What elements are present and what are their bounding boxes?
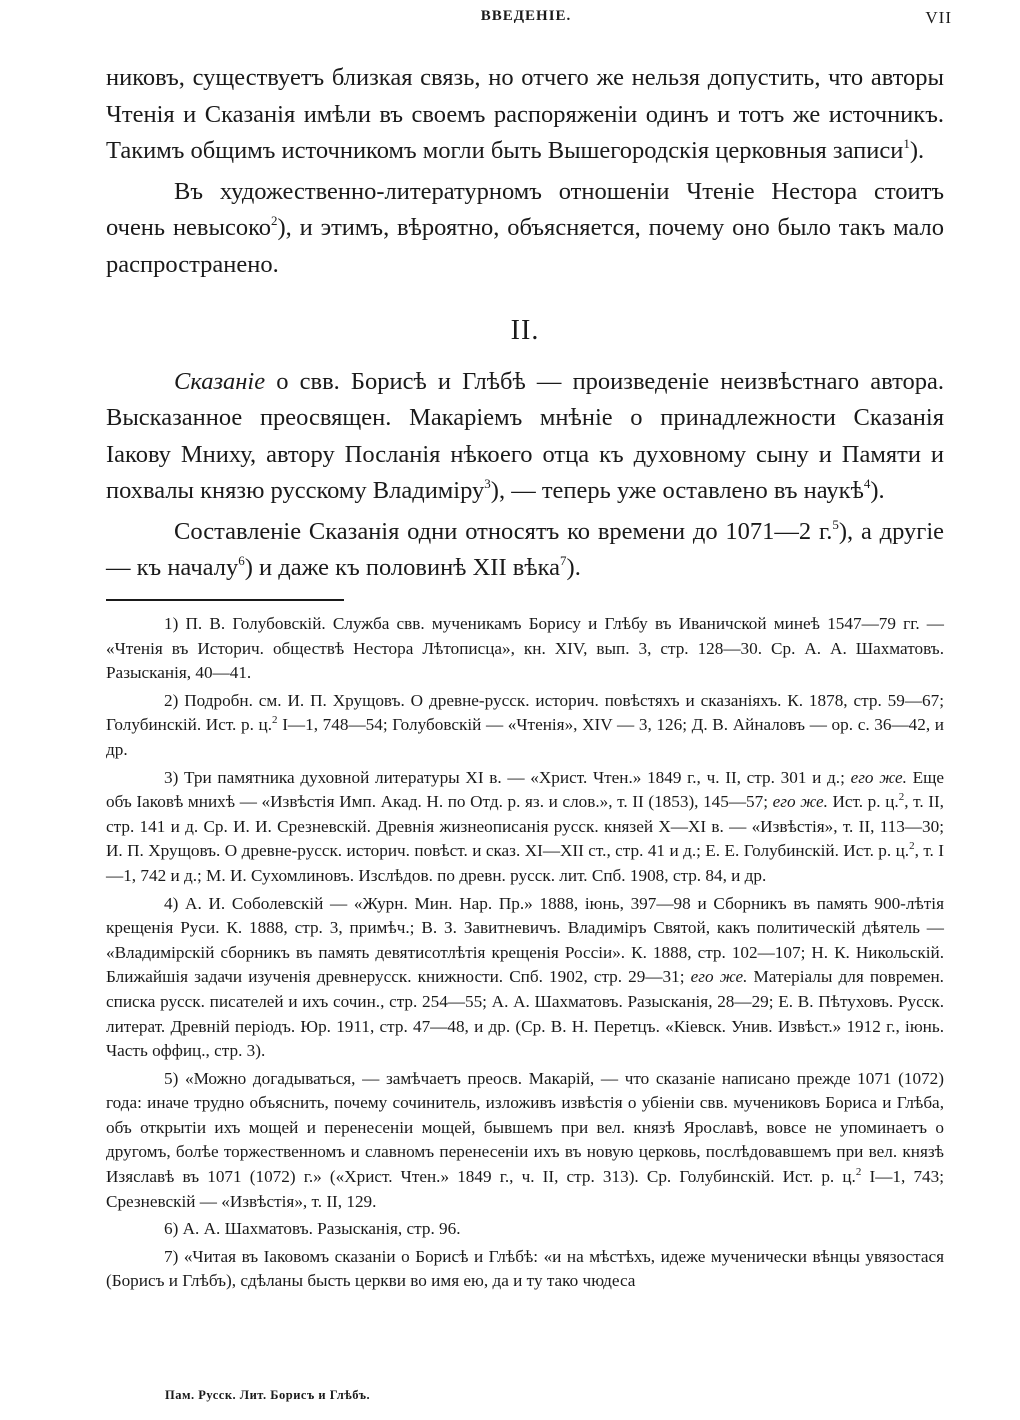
section-heading: II. (510, 315, 540, 346)
footnote-divider (106, 599, 344, 601)
footnote-ref: 5 (832, 516, 839, 532)
footnote-2 (106, 689, 944, 763)
header-title: ВВЕДЕНІЕ. (480, 8, 572, 24)
footnote-text: , т. II, стр. 141 и д. Ср. И. И. Срезневскій. Древнія жизнеописанія русск. князей X—XI в. — «Извѣстія», т. II, 113—30; И. П. Хрущовъ. О древне-русск. историч. повѣст. и сказ. XI—XII ст., стр. 41 и д.; Е. Е. Голубинскій. Ист. р. ц. (106, 792, 944, 861)
running-header (100, 8, 952, 32)
footnote-text: Матеріалы для повремен. списка русск. писателей и ихъ сочин., стр. 254—55; А. А. Шахматовъ. Разысканія, 28—29; Е. В. Пѣтуховъ. Русск. литерат. Древній періодъ. Юр. 1911, стр. 47—48, и др. (Ср. В. Н. Перетцъ. «Кіевск. Унив. Извѣст.» 1912 г., іюнь. Часть оффиц., стр. 3). (106, 967, 944, 1061)
superscript: 2 (855, 1166, 862, 1179)
footnote-ref: 7 (560, 553, 567, 568)
footnote-5 (106, 1067, 944, 1215)
footnote-text: , т. I—1, 742 и д.; М. И. Сухомлиновъ. Изслѣдов. по древн. русск. лит. Спб. 1908, стр. 84, и др. (106, 841, 944, 885)
signature-line: Пам. Русск. Лит. Борисъ и Глѣбъ. (165, 1388, 371, 1402)
footnote-6: 6) А. А. Шахматовъ. Разысканія, стр. 96. (164, 1219, 461, 1239)
footnote-text: I—1, 748—54; Голубовскій — «Чтенія», XIV — 3, 126; Д. В. Айналовъ — ор. с. 36—42, и др. (106, 715, 944, 759)
page-number: VII (925, 8, 952, 27)
footnote-text: 5) «Можно догадываться, — замѣчаетъ преосв. Макарій, — что сказаніе написано прежде 1071 (1072) года: иначе трудно объяснить, почему сочинитель, изложивъ извѣстія о убіеніи свв. мучениковъ Бориса и Глѣба, объ открытіи ихъ мощей и перенесеніи мощей, бывшемъ при вел. князѣ Ярославѣ, вовсе не упоминаетъ о другомъ, болѣе торжественномъ и славномъ перенесеніи ихъ въ новую церковь, послѣдовавшемъ при вел. князѣ Изяславѣ въ 1071 (1072) г.» («Христ. Чтен.» 1849 г., ч. II, стр. 313). Ср. Голубинскій. Ист. р. ц. (106, 1068, 944, 1187)
footnote-text: 4) А. И. Соболевскій — «Журн. Мин. Нар. Пр.» 1888, іюнь, 397—98 и Сборникъ въ память 900-лѣтія крещенія Руси. К. 1888, стр. 3, примѣч.; В. З. Завитневичъ. Владиміръ Святой, какъ политическій дѣятель — «Владимірскій сборникъ въ память девятисотлѣтія крещенія Россіи». К. 1888, стр. 102—107; Н. К. Никольскій. Ближайшія задачи изученія древнерусск. книжности. Спб. 1902, стр. 29—31; (106, 893, 944, 987)
footnote-text: 2) Подробн. см. И. П. Хрущовъ. О древне-русск. историч. повѣстяхъ и сказаніяхъ. К. 1878, стр. 59—67; Голубинскій. Ист. р. ц. (106, 690, 944, 735)
footnote-text: Еще объ Іаковѣ мнихѣ — «Извѣстія Имп. Акад. Н. по Отд. р. яз. и слов.», т. II (1853), 145—57; (106, 767, 944, 812)
paragraph (106, 60, 944, 170)
paragraph-text: ), и этимъ, вѣроятно, объясняется, почему оно было такъ мало распространено. (106, 214, 944, 278)
superscript: 2 (898, 791, 905, 804)
paragraph-text: ), — теперь уже оставлено въ наукѣ (490, 477, 864, 504)
main-text (106, 60, 944, 587)
paragraph-text: ), а другіе — къ началу (106, 517, 945, 581)
paragraph (106, 174, 944, 284)
paragraph-text: ) и даже къ половинѣ XII вѣка (244, 554, 561, 581)
footnote-text: I—1, 743; Срезневскій — «Извѣстія», т. II, 129. (106, 1167, 945, 1211)
footnote-text: Ист. р. ц. (827, 792, 899, 812)
paragraph-text: ). (909, 137, 925, 164)
superscript: 2 (272, 714, 278, 727)
footnote-ref: 6 (238, 553, 245, 568)
paragraph-text: ). (566, 554, 581, 581)
italic-term: его же. (850, 767, 907, 787)
paragraph (106, 364, 944, 510)
italic-term: Сказаніе (174, 367, 266, 395)
paragraph (106, 514, 944, 587)
footnote-1: 1) П. В. Голубовскій. Служба свв. мученикамъ Борису и Глѣбу въ Иваничской минеѣ 1547—79 гг. — «Чтенія въ Историч. обществѣ Нестора Лѣтописца», кн. XIV, вып. 3, стр. 128—30. Ср. А. А. Шахматовъ. Разысканія, 40—41. (106, 614, 944, 683)
paragraph-text: ). (870, 477, 885, 504)
superscript: 2 (909, 840, 915, 853)
footnote-3 (106, 766, 944, 889)
footnote-4 (106, 892, 944, 1064)
footnote-ref: 2 (271, 213, 278, 228)
footnote-ref: 4 (863, 476, 871, 491)
paragraph-text: Въ художественно-литературномъ отношеніи Чтеніе Нестора стоитъ очень невысоко (106, 177, 944, 241)
footnote-ref: 3 (484, 476, 491, 491)
paragraph-text: о свв. Борисѣ и Глѣбѣ — произведеніе неизвѣстнаго автора. Высказанное преосвящен. Макаріемъ мнѣніе о принадлежности Сказанія Іакову Мниху, автору Посланія нѣкоего отца къ духовному сыну и Памяти и похвалы князю русскому Владиміру (106, 367, 944, 504)
footnote-ref: 1 (903, 136, 910, 151)
footnote-7: 7) «Читая въ Іаковомъ сказаніи о Борисѣ и Глѣбѣ: «и на мѣстѣхъ, идеже мученически вѣнцы увязостася (Борисъ и Глѣбъ), сдѣланы бысть церкви во имя ею, да и ту тако чюдеса (106, 1246, 944, 1291)
italic-term: его же. (690, 967, 748, 987)
footnote-text: 3) Три памятника духовной литературы XI в. — «Христ. Чтен.» 1849 г., ч. II, стр. 301 и д.; (164, 767, 851, 787)
italic-term: его же. (772, 792, 828, 812)
paragraph-text: никовъ, существуетъ близкая связь, но отчего же нельзя допустить, что авторы Чтенія и Сказанія имѣли въ своемъ распоряженіи одинъ и тотъ же источникъ. Такимъ общимъ источникомъ могли быть Вышегородскія церковныя записи (106, 64, 944, 164)
footnotes (106, 612, 944, 1297)
paragraph-text: Составленіе Сказанія одни относятъ ко времени до 1071—2 г. (174, 517, 833, 545)
